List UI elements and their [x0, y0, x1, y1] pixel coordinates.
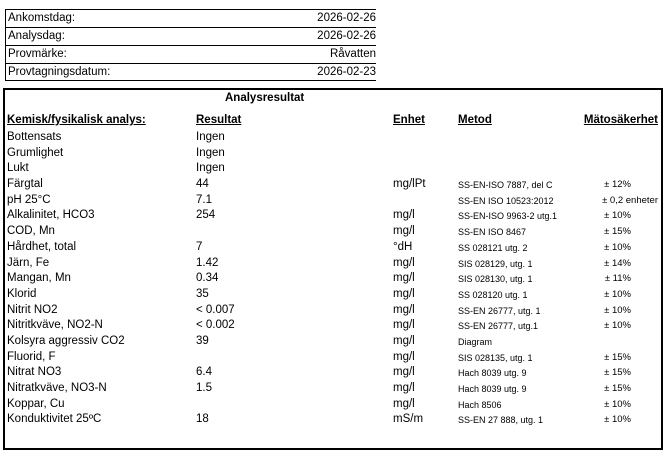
- cell-uncertainty: ± 12%: [604, 179, 631, 191]
- sample-info-value: 2026-02-26: [317, 30, 376, 42]
- cell-method: SS 028121 utg. 2: [458, 242, 528, 253]
- table-row: [5, 287, 661, 303]
- cell-result: 39: [196, 334, 209, 347]
- cell-analysis: Koppar, Cu: [7, 397, 65, 410]
- cell-method: SS-EN ISO 8467: [458, 227, 527, 238]
- cell-analysis: Alkalinitet, HCO3: [7, 209, 95, 222]
- table-row: [5, 208, 661, 224]
- cell-analysis: COD, Mn: [7, 225, 55, 238]
- table-row: [5, 224, 661, 240]
- sample-info-value: 2026-02-26: [317, 12, 376, 24]
- table-row: [5, 412, 661, 428]
- results-table-body: [5, 130, 661, 428]
- cell-unit: mg/l: [393, 366, 415, 379]
- table-row: [5, 350, 661, 366]
- cell-method: Hach 8506: [458, 399, 502, 410]
- cell-method: Hach 8039 utg. 9: [458, 368, 527, 379]
- cell-unit: mg/l: [393, 382, 415, 394]
- cell-result: 1.42: [196, 256, 219, 269]
- cell-result: 254: [196, 209, 216, 222]
- column-header-method: Metod: [458, 114, 492, 126]
- cell-unit: mg/lPt: [393, 178, 426, 191]
- table-row: [5, 271, 661, 287]
- cell-analysis: pH 25°C: [7, 193, 51, 206]
- cell-method: Diagram: [458, 336, 493, 347]
- cell-unit: mg/l: [393, 225, 415, 238]
- cell-uncertainty: ± 14%: [604, 257, 631, 269]
- table-row: [5, 397, 661, 413]
- table-row: [5, 365, 661, 381]
- sample-info-label: Provtagningsdatum:: [8, 66, 111, 78]
- cell-method: SS-EN 27 888, utg. 1: [458, 415, 544, 426]
- cell-uncertainty: ± 10%: [604, 414, 631, 426]
- cell-uncertainty: ± 10%: [604, 210, 631, 222]
- cell-analysis: Konduktivitet 25ºC: [7, 413, 102, 426]
- cell-uncertainty: ± 11%: [604, 273, 631, 285]
- cell-result: Ingen: [196, 131, 225, 143]
- cell-analysis: Hårdhet, total: [7, 240, 77, 253]
- cell-unit: mg/l: [393, 287, 415, 300]
- cell-uncertainty: ± 10%: [604, 241, 631, 253]
- cell-method: SIS 028130, utg. 1: [458, 274, 533, 285]
- cell-method: SIS 028129, utg. 1: [458, 258, 533, 269]
- table-row: [5, 193, 661, 209]
- cell-method: SS 028120 utg. 1: [458, 289, 528, 300]
- analysis-results-panel: [3, 88, 663, 450]
- cell-result: 7.1: [196, 193, 212, 206]
- cell-unit: mg/l: [393, 334, 415, 347]
- cell-uncertainty: ± 15%: [604, 351, 631, 363]
- cell-unit: mg/l: [393, 350, 415, 363]
- cell-analysis: Järn, Fe: [7, 256, 50, 269]
- sample-info-row: [6, 10, 376, 28]
- cell-analysis: Lukt: [7, 162, 29, 175]
- table-row: [5, 146, 661, 162]
- cell-analysis: Nitrat NO3: [7, 366, 62, 379]
- cell-result: < 0.002: [196, 319, 235, 332]
- cell-unit: mg/l: [393, 319, 415, 332]
- sample-info-label: Ankomstdag:: [8, 12, 76, 24]
- column-header-unit: Enhet: [393, 114, 425, 126]
- cell-result: 0.34: [196, 272, 219, 285]
- cell-method: SIS 028135, utg. 1: [458, 352, 533, 363]
- cell-analysis: Kolsyra aggressiv CO2: [7, 334, 125, 347]
- table-row: [5, 318, 661, 334]
- cell-unit: mS/m: [393, 413, 424, 426]
- cell-result: 18: [196, 413, 209, 426]
- cell-result: 7: [196, 240, 203, 253]
- cell-method: Hach 8039 utg. 9: [458, 384, 527, 394]
- sample-info-row: [6, 64, 376, 81]
- cell-analysis: Grumlighet: [7, 146, 64, 159]
- cell-uncertainty: ± 15%: [604, 367, 631, 379]
- cell-analysis: Bottensats: [7, 131, 62, 143]
- cell-analysis: Färgtal: [7, 178, 43, 191]
- cell-method: SS-EN ISO 10523:2012: [458, 195, 554, 206]
- table-row: [5, 177, 661, 193]
- cell-analysis: Fluorid, F: [7, 350, 56, 363]
- cell-method: SS-EN-ISO 7887, del C: [458, 180, 553, 191]
- cell-result: 44: [196, 178, 209, 191]
- cell-analysis: Mangan, Mn: [7, 272, 71, 285]
- cell-uncertainty: ± 15%: [604, 226, 631, 238]
- cell-analysis: Klorid: [7, 287, 37, 300]
- cell-unit: mg/l: [393, 256, 415, 269]
- cell-result: Ingen: [196, 162, 225, 175]
- cell-result: 1.5: [196, 382, 212, 394]
- cell-result: Ingen: [196, 146, 225, 159]
- cell-unit: mg/l: [393, 303, 415, 316]
- column-header-analysis: Kemisk/fysikalisk analys:: [7, 114, 146, 126]
- cell-method: SS-EN 26777, utg.1: [458, 321, 539, 332]
- cell-uncertainty: ± 10%: [604, 398, 631, 410]
- cell-analysis: Nitratkväve, NO3-N: [7, 382, 107, 394]
- cell-uncertainty: ± 10%: [604, 304, 631, 316]
- table-row: [5, 130, 661, 146]
- cell-unit: mg/l: [393, 397, 415, 410]
- table-row: [5, 256, 661, 272]
- cell-analysis: Nitrit NO2: [7, 303, 58, 316]
- table-row: [5, 381, 661, 397]
- sample-info-row: [6, 28, 376, 46]
- sample-info-label: Provmärke:: [8, 48, 67, 60]
- column-header-result: Resultat: [196, 114, 242, 126]
- table-row: [5, 303, 661, 319]
- sample-info-value: Råvatten: [329, 48, 376, 60]
- sample-info-table: [5, 9, 376, 81]
- cell-result: < 0.007: [196, 303, 235, 316]
- cell-uncertainty: ± 0,2 enheter: [602, 194, 658, 206]
- table-row: [5, 334, 661, 350]
- sample-info-row: [6, 46, 376, 64]
- cell-uncertainty: ± 10%: [604, 288, 631, 300]
- table-row: [5, 240, 661, 256]
- table-row: [5, 161, 661, 177]
- cell-uncertainty: ± 10%: [604, 320, 631, 332]
- cell-result: 35: [196, 287, 209, 300]
- cell-analysis: Nitritkväve, NO2-N: [7, 319, 103, 332]
- cell-uncertainty: ± 15%: [604, 383, 631, 394]
- cell-method: SS-EN 26777, utg. 1: [458, 305, 541, 316]
- cell-unit: mg/l: [393, 209, 415, 222]
- sample-info-label: Analysdag:: [8, 30, 65, 42]
- cell-method: SS-EN-ISO 9963-2 utg.1: [458, 211, 558, 222]
- results-header-row: [5, 114, 661, 130]
- column-header-uncertainty: Mätosäkerhet: [583, 114, 658, 126]
- cell-unit: mg/l: [393, 272, 415, 285]
- cell-result: 6.4: [196, 366, 212, 379]
- cell-unit: °dH: [393, 240, 413, 253]
- results-title: Analysresultat: [225, 92, 305, 104]
- sample-info-value: 2026-02-23: [317, 66, 376, 78]
